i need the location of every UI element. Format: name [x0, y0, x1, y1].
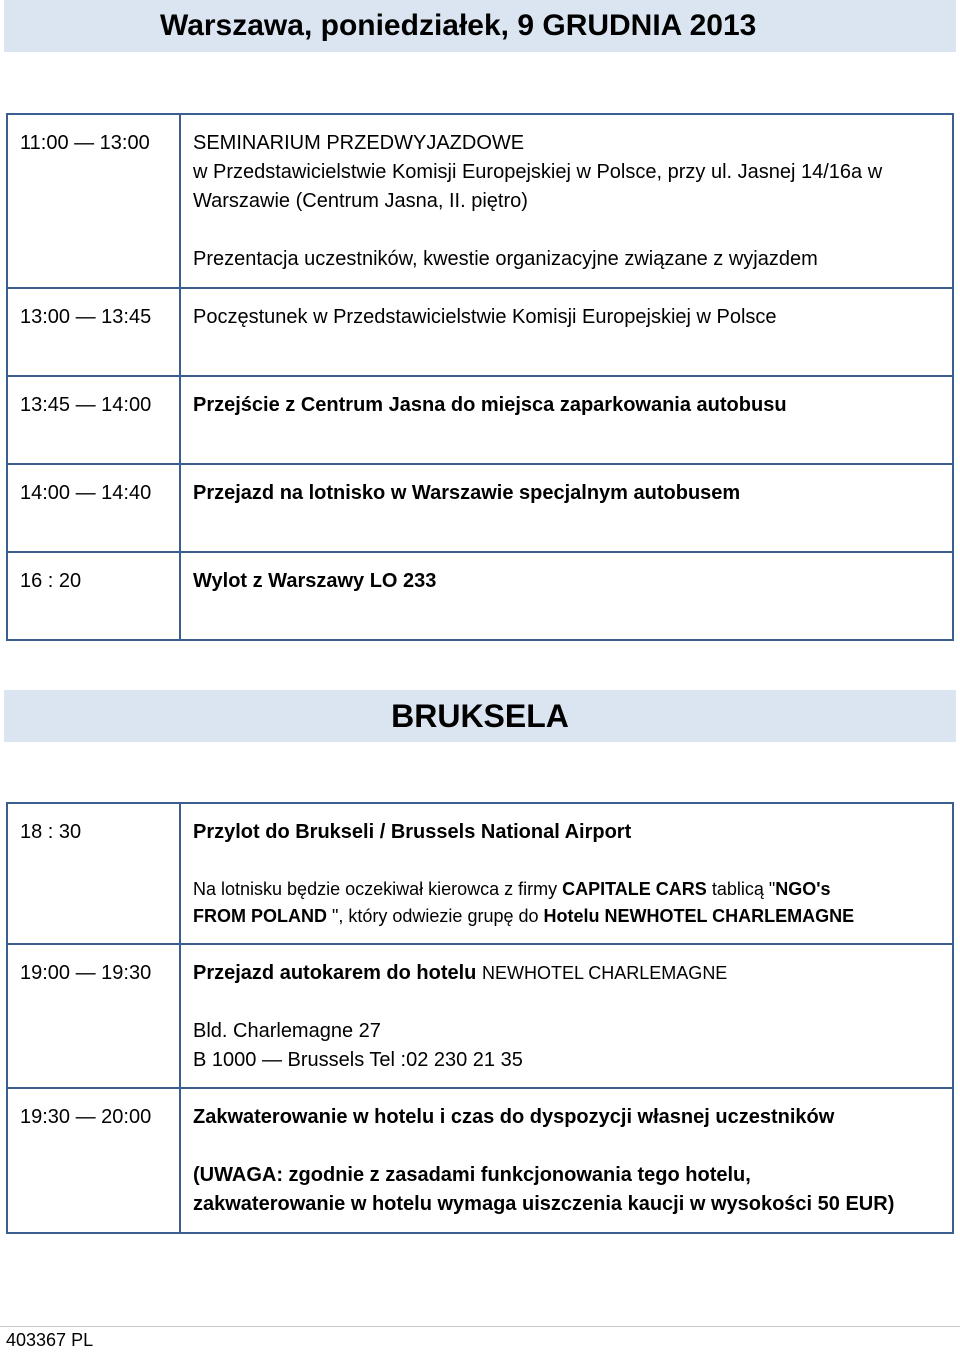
note-text: Na lotnisku będzie oczekiwał kierowca z firmy	[193, 879, 563, 899]
time-cell: 13:45 — 14:00	[7, 376, 180, 464]
date-header	[4, 0, 956, 52]
schedule-row	[7, 803, 953, 944]
event-cell: Przejście z Centrum Jasna do miejsca zaparkowania autobusu	[180, 376, 953, 464]
event-cell: Poczęstunek w Przedstawicielstwie Komisji Europejskiej w Polsce	[180, 288, 953, 376]
event-location: w Przedstawicielstwie Komisji Europejskiej w Polsce, przy ul. Jasnej 14/16a w Warszawie (Centrum Jasna, II. piętro)	[193, 161, 883, 212]
document-id: 403367 PL	[6, 1330, 94, 1350]
warning-text: zakwaterowanie w hotelu wymaga uiszczenia kaucji w wysokości 50 EUR)	[193, 1193, 895, 1215]
schedule-row	[7, 552, 953, 640]
event-title: Przejazd autokarem do hotelu	[193, 962, 482, 984]
schedule-row	[7, 464, 953, 552]
section-title: BRUKSELA	[391, 697, 569, 734]
event-cell	[180, 944, 953, 1088]
time-cell: 19:00 — 19:30	[7, 944, 180, 1088]
event-cell	[180, 114, 953, 288]
date-title: Warszawa, poniedziałek, 9 GRUDNIA 2013	[160, 9, 757, 42]
event-cell: Wylot z Warszawy LO 233	[180, 552, 953, 640]
event-title: SEMINARIUM PRZEDWYJAZDOWE	[193, 132, 525, 154]
time-cell: 18 : 30	[7, 803, 180, 944]
event-note: Prezentacja uczestników, kwestie organizacyjne związane z wyjazdem	[193, 248, 818, 270]
time-cell: 19:30 — 20:00	[7, 1088, 180, 1233]
hotel-address: B 1000 — Brussels Tel :02 230 21 35	[193, 1049, 523, 1071]
section-header	[4, 690, 956, 742]
schedule-row	[7, 944, 953, 1088]
time-cell: 16 : 20	[7, 552, 180, 640]
event-title: Przylot do Brukseli / Brussels National Airport	[193, 821, 632, 843]
schedule-row	[7, 288, 953, 376]
note-text: ", który odwiezie grupę do	[327, 906, 544, 926]
event-cell	[180, 1088, 953, 1233]
note-text: tablicą "	[706, 879, 776, 899]
hotel-address: Bld. Charlemagne 27	[193, 1020, 381, 1042]
schedule-row	[7, 376, 953, 464]
event-cell: Przejazd na lotnisko w Warszawie specjalnym autobusem	[180, 464, 953, 552]
warsaw-schedule-table	[6, 113, 954, 641]
event-cell	[180, 803, 953, 944]
hotel-name: NEWHOTEL CHARLEMAGNE	[481, 963, 728, 983]
footer-divider	[0, 1326, 960, 1327]
warning-text: (UWAGA: zgodnie z zasadami funkcjonowania tego hotelu,	[193, 1164, 751, 1186]
brussels-schedule-table	[6, 802, 954, 1234]
time-cell: 11:00 — 13:00	[7, 114, 180, 288]
company-name: CAPITALE CARS	[562, 879, 707, 899]
hotel-name: Hotelu NEWHOTEL CHARLEMAGNE	[543, 906, 855, 926]
event-title: Zakwaterowanie w hotelu i czas do dyspozycji własnej uczestników	[193, 1106, 835, 1128]
arrival-note	[193, 876, 942, 930]
schedule-row	[7, 1088, 953, 1233]
time-cell: 14:00 — 14:40	[7, 464, 180, 552]
sign-text: FROM POLAND	[193, 906, 327, 926]
time-cell: 13:00 — 13:45	[7, 288, 180, 376]
sign-text: NGO's	[775, 879, 831, 899]
schedule-row	[7, 114, 953, 288]
